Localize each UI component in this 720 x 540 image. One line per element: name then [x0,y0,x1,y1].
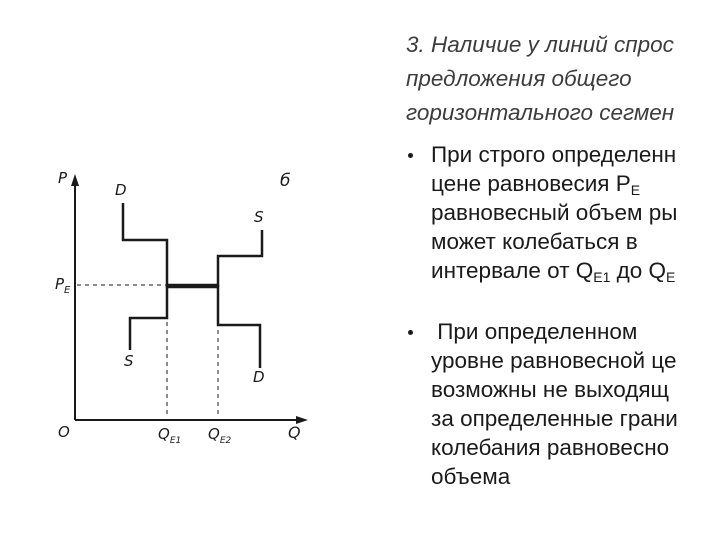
qe1-label: $Q_{E1}$ [158,425,182,446]
y-axis-label: P [58,169,68,187]
supply-top-label: S [254,208,264,226]
supply-curve [130,230,262,350]
bullet-line: может колебаться в [431,229,638,254]
bullet-line: колебания равновесно [431,435,670,460]
bullet-dot-icon [408,330,413,335]
origin-label: O [58,423,70,441]
heading-line: предложения общего [406,66,632,91]
bullet-line: цене равновесия $P_E$ [431,171,641,198]
bullet-line: равновесный объем ры [431,200,678,225]
bullet-line: объема [431,464,511,489]
supply-bottom-label: S [124,352,134,370]
bullet-line: интервале от $Q_{E1}$ до $Q_E$ [431,258,676,285]
y-axis-arrow [71,174,79,186]
heading-line: 3. Наличие у линий спрос [406,32,674,57]
slide-heading [406,28,720,130]
qe2-label: $Q_{E2}$ [208,425,232,446]
x-axis-label: Q [288,423,301,442]
bullet-line: за определенные грани [431,406,678,431]
bullet-item [408,317,720,491]
demand-top-label: D [115,181,127,199]
bullet-line: При строго определенн [431,142,677,167]
demand-bottom-label: D [253,368,265,386]
bullet-item [408,140,720,285]
price-label: $P_E$ [55,275,71,296]
bullet-line: возможны не выходящ [431,377,670,402]
panel-label: б [280,171,291,191]
bullet-line: При определенном [431,319,638,344]
bullet-list [408,140,720,491]
bullet-dot-icon [408,153,413,158]
heading-line: горизонтального сегмен [406,100,675,125]
bullet-line: уровне равновесной це [431,348,677,373]
